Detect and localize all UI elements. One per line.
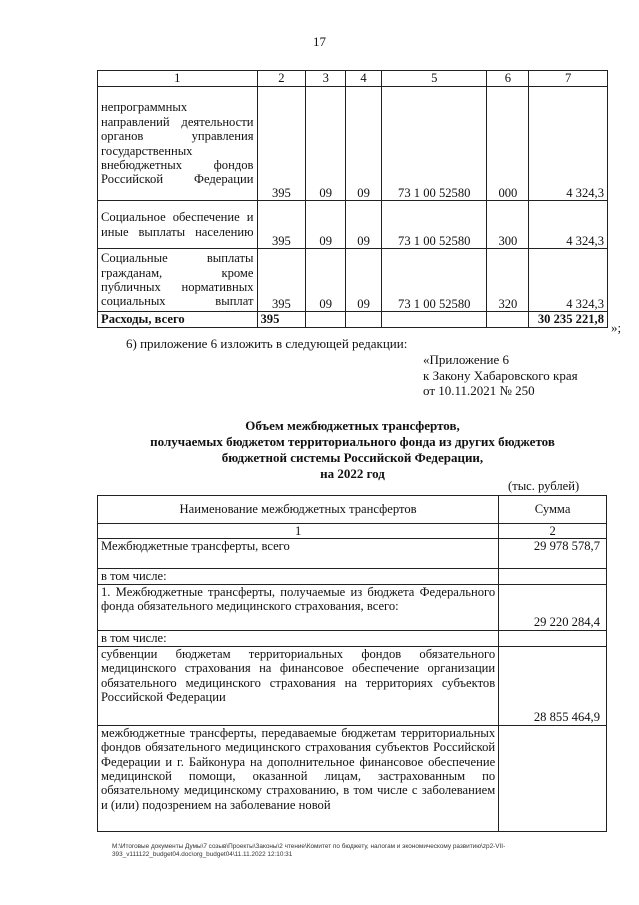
transfers-table [97, 495, 607, 832]
header-sum: Сумма [499, 496, 607, 524]
row-code: 73 1 00 52580 [382, 249, 487, 312]
table-row [98, 725, 607, 831]
row-name: Межбюджетные трансферты, всего [98, 539, 499, 569]
row-amount [499, 569, 607, 584]
table-row [98, 539, 607, 569]
empty-cell [382, 312, 487, 328]
total-amount: 30 235 221,8 [529, 312, 608, 328]
table-row [98, 584, 607, 630]
row-code: 73 1 00 52580 [382, 201, 487, 249]
empty-cell [487, 312, 529, 328]
column-number: 7 [529, 71, 608, 87]
row-amount: 4 324,3 [529, 87, 608, 201]
appendix-line: «Приложение 6 [423, 352, 510, 367]
table-closing-quote: »; [611, 320, 622, 335]
row-code: 000 [487, 87, 529, 201]
row-name: непрограммных направлений деятельности органов управления государственных внебюджетных фондов Российской Федерации [98, 87, 258, 201]
table-header-row [98, 71, 608, 87]
column-number: 6 [487, 71, 529, 87]
row-amount: 29 220 284,4 [499, 584, 607, 630]
table-row [98, 201, 608, 249]
empty-cell [306, 312, 346, 328]
table-row [98, 646, 607, 725]
row-code: 09 [306, 87, 346, 201]
row-code: 395 [257, 249, 306, 312]
table-row [98, 630, 607, 646]
title-line: на 2022 год [320, 466, 385, 481]
row-name: субвенции бюджетам территориальных фондов обязательного медицинского страхования на финансовое обеспечение организации обязательного медицинского страхования на территориях субъектов Российской Федерации [98, 646, 499, 725]
column-number: 1 [98, 524, 499, 539]
column-number: 2 [257, 71, 306, 87]
row-code: 09 [306, 201, 346, 249]
row-name: Социальное обеспечение и иные выплаты населению [98, 201, 258, 249]
column-number: 5 [382, 71, 487, 87]
title-line: Объем межбюджетных трансфертов, [245, 418, 460, 433]
header-name: Наименование межбюджетных трансфертов [98, 496, 499, 524]
column-number: 1 [98, 71, 258, 87]
row-code: 09 [346, 87, 382, 201]
row-code: 73 1 00 52580 [382, 87, 487, 201]
row-code: 300 [487, 201, 529, 249]
table-header-row [98, 496, 607, 524]
row-amount: 28 855 464,9 [499, 646, 607, 725]
unit-label: (тыс. рублей) [508, 479, 580, 493]
row-code: 09 [346, 201, 382, 249]
total-code: 395 [257, 312, 306, 328]
table-row [98, 87, 608, 201]
column-number: 3 [306, 71, 346, 87]
row-amount: 4 324,3 [529, 201, 608, 249]
file-path-footer: M:\Итоговые документы Думы\7 созыв\Проекты\Законы\2 чтение\Комитет по бюджету, налогам и экономическому развитию\zp2-VII-393_v111122_budget04.doc\org_budget04\11.11.2022 12:10:31 [112, 843, 506, 858]
row-code: 09 [306, 249, 346, 312]
total-row [98, 312, 608, 328]
column-number: 2 [499, 524, 607, 539]
row-code: 395 [257, 201, 306, 249]
appendix-line: к Закону Хабаровского края [423, 367, 578, 383]
row-name: Социальные выплаты гражданам, кроме публичных нормативных социальных выплат [98, 249, 258, 312]
row-amount [499, 630, 607, 646]
page-number: 17 [313, 34, 326, 49]
row-name: в том числе: [98, 630, 499, 646]
row-name: межбюджетные трансферты, передаваемые бюджетам территориальных фондов обязательного медицинского страхования субъектов Российской Федерации и г. Байконура на дополнительное финансовое обеспечение медицинской помощи, оказанной лицам, застрахованным по обязательному медицинскому страхованию, в том числе с заболеванием и (или) подозрением на заболевание новой [98, 725, 499, 831]
row-name: в том числе: [98, 569, 499, 584]
row-code: 09 [346, 249, 382, 312]
table-row [98, 249, 608, 312]
row-amount: 29 978 578,7 [499, 539, 607, 569]
appendix-line: от 10.11.2021 № 250 [423, 383, 535, 398]
table-row [98, 569, 607, 584]
title-line: получаемых бюджетом территориального фонда из других бюджетов [150, 434, 555, 449]
column-number: 4 [346, 71, 382, 87]
row-amount [499, 725, 607, 831]
column-number-row [98, 524, 607, 539]
appendix-reference [423, 352, 578, 399]
row-code: 395 [257, 87, 306, 201]
row-name: 1. Межбюджетные трансферты, получаемые из бюджета Федерального фонда обязательного медицинского страхования, всего: [98, 584, 499, 630]
title-line: бюджетной системы Российской Федерации, [221, 450, 484, 465]
row-amount: 4 324,3 [529, 249, 608, 312]
row-code: 320 [487, 249, 529, 312]
total-label: Расходы, всего [98, 312, 258, 328]
document-title [97, 418, 608, 482]
amendment-paragraph: 6) приложение 6 изложить в следующей редакции: [126, 336, 408, 351]
budget-expenditure-table [97, 70, 608, 328]
empty-cell [346, 312, 382, 328]
